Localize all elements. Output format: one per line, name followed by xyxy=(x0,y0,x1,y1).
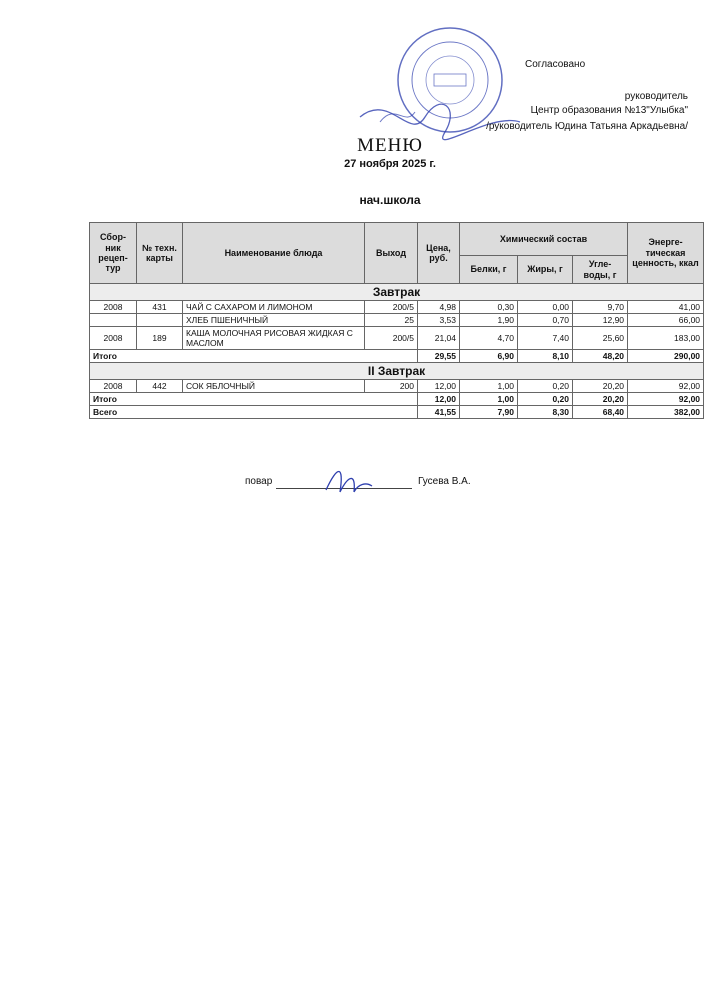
meal-title: Завтрак xyxy=(90,284,704,301)
total-carbs: 48,20 xyxy=(573,350,628,363)
table-row xyxy=(90,314,704,327)
header-fat: Жиры, г xyxy=(518,256,573,284)
cell-output: 200/5 xyxy=(365,327,418,350)
meal-header-row xyxy=(90,363,704,380)
cook-label: повар xyxy=(245,476,273,487)
cell-energy: 66,00 xyxy=(628,314,704,327)
approval-organization: Центр образования №13"Улыбка" xyxy=(530,105,688,116)
cell-output: 200/5 xyxy=(365,301,418,314)
cell-carbs: 20,20 xyxy=(573,380,628,393)
cell-carbs: 12,90 xyxy=(573,314,628,327)
total-price: 41,55 xyxy=(418,406,460,419)
signature-icon xyxy=(318,462,378,498)
cell-dish-name: ЧАЙ С САХАРОМ И ЛИМОНОМ xyxy=(183,301,365,314)
cell-price: 4,98 xyxy=(418,301,460,314)
cell-energy: 41,00 xyxy=(628,301,704,314)
total-fat: 8,30 xyxy=(518,406,573,419)
cell-card xyxy=(137,314,183,327)
menu-date: 27 ноября 2025 г. xyxy=(344,158,436,170)
total-label: Всего xyxy=(90,406,418,419)
approval-signatory: /руководитель Юдина Татьяна Аркадьевна/ xyxy=(486,121,688,132)
table-row xyxy=(90,301,704,314)
table-row xyxy=(90,380,704,393)
cell-energy: 92,00 xyxy=(628,380,704,393)
total-fat: 0,20 xyxy=(518,393,573,406)
menu-table-body xyxy=(90,284,704,419)
cell-protein: 0,30 xyxy=(460,301,518,314)
group-title: нач.школа xyxy=(359,193,421,207)
total-energy: 290,00 xyxy=(628,350,704,363)
total-protein: 1,00 xyxy=(460,393,518,406)
header-output: Выход xyxy=(365,223,418,284)
header-collection: Сбор-ник рецеп-тур xyxy=(90,223,137,284)
header-carbs: Угле-воды, г xyxy=(573,256,628,284)
cell-collection: 2008 xyxy=(90,380,137,393)
cell-fat: 0,20 xyxy=(518,380,573,393)
total-protein: 7,90 xyxy=(460,406,518,419)
menu-table xyxy=(89,222,704,419)
cell-dish-name: КАША МОЛОЧНАЯ РИСОВАЯ ЖИДКАЯ С МАСЛОМ xyxy=(183,327,365,350)
cell-price: 12,00 xyxy=(418,380,460,393)
cell-collection: 2008 xyxy=(90,327,137,350)
cell-price: 3,53 xyxy=(418,314,460,327)
total-label: Итого xyxy=(90,393,418,406)
cell-collection xyxy=(90,314,137,327)
cell-output: 25 xyxy=(365,314,418,327)
header-protein: Белки, г xyxy=(460,256,518,284)
total-row xyxy=(90,350,704,363)
cell-fat: 7,40 xyxy=(518,327,573,350)
total-protein: 6,90 xyxy=(460,350,518,363)
total-carbs: 68,40 xyxy=(573,406,628,419)
cell-protein: 4,70 xyxy=(460,327,518,350)
cell-carbs: 9,70 xyxy=(573,301,628,314)
cell-collection: 2008 xyxy=(90,301,137,314)
cell-card: 442 xyxy=(137,380,183,393)
approval-position: руководитель xyxy=(624,91,688,102)
cell-dish-name: СОК ЯБЛОЧНЫЙ xyxy=(183,380,365,393)
cell-price: 21,04 xyxy=(418,327,460,350)
header-card: № техн. карты xyxy=(137,223,183,284)
header-energy: Энерге-тическая ценность, ккал xyxy=(628,223,704,284)
cell-protein: 1,90 xyxy=(460,314,518,327)
total-row xyxy=(90,406,704,419)
cell-card: 189 xyxy=(137,327,183,350)
header-price: Цена, руб. xyxy=(418,223,460,284)
total-row xyxy=(90,393,704,406)
cell-output: 200 xyxy=(365,380,418,393)
total-carbs: 20,20 xyxy=(573,393,628,406)
total-label: Итого xyxy=(90,350,418,363)
total-fat: 8,10 xyxy=(518,350,573,363)
total-energy: 92,00 xyxy=(628,393,704,406)
meal-title: II Завтрак xyxy=(90,363,704,380)
meal-header-row xyxy=(90,284,704,301)
cook-name: Гусева В.А. xyxy=(418,476,471,487)
cell-protein: 1,00 xyxy=(460,380,518,393)
header-name: Наименование блюда xyxy=(183,223,365,284)
cell-card: 431 xyxy=(137,301,183,314)
total-price: 12,00 xyxy=(418,393,460,406)
approval-title: Согласовано xyxy=(525,59,586,70)
total-energy: 382,00 xyxy=(628,406,704,419)
cell-energy: 183,00 xyxy=(628,327,704,350)
cell-carbs: 25,60 xyxy=(573,327,628,350)
header-chem: Химический состав xyxy=(460,223,628,256)
cell-dish-name: ХЛЕБ ПШЕНИЧНЫЙ xyxy=(183,314,365,327)
total-price: 29,55 xyxy=(418,350,460,363)
cell-fat: 0,70 xyxy=(518,314,573,327)
table-row xyxy=(90,327,704,350)
cell-fat: 0,00 xyxy=(518,301,573,314)
page-title: МЕНЮ xyxy=(357,135,423,156)
